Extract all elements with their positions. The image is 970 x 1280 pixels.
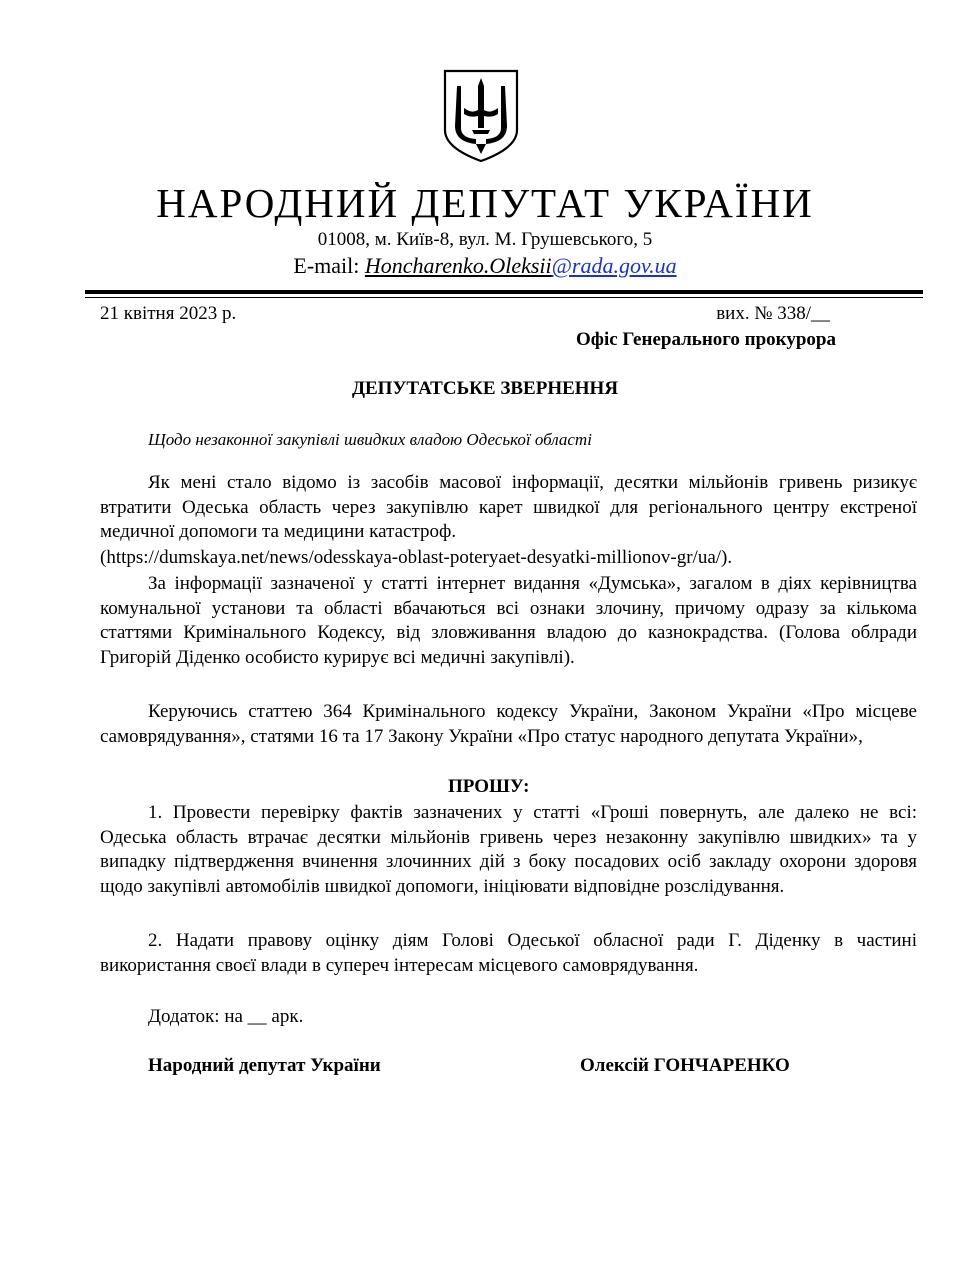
request-heading: ПРОШУ: [448, 776, 530, 797]
paragraph-1: Як мені стало відомо із засобів масової інформації, десятки мільйонів гривень ризикує втратити Одеська область через закупівлю карет швидкої для регіонального центру екстреної медичної допомоги та медицини катастроф. [100, 472, 917, 543]
signature-position: Народний депутат України [148, 1055, 381, 1076]
document-date: 21 квітня 2023 р. [100, 303, 237, 324]
subject-line: Щодо незаконної закупівлі швидких владою Одеської області [148, 430, 592, 449]
request-item-1: 1. Провести перевірку фактів зазначених у статті «Гроші повернуть, але далеко не всі: Одеська область втрачає десятки мільйонів гривень через незаконну закупівлю швидких» та у випадку підтвердження вчинення злочинних дій з боку посадових осіб закладу охорони здоровя щодо закупівлі автомобілів швидкої допомоги, ініціювати відповідне розслідування. [100, 802, 917, 897]
signature-name: Олексій ГОНЧАРЕНКО [580, 1055, 790, 1076]
email-user-link[interactable]: Honcharenko.Oleksii [364, 253, 552, 278]
document-title: ДЕПУТАТСЬКЕ ЗВЕРНЕННЯ [351, 378, 619, 399]
attachment-note: Додаток: на __ арк. [148, 1006, 304, 1027]
email-domain-link[interactable]: @rada.gov.ua [551, 253, 677, 278]
outgoing-number: вих. № 338/__ [716, 303, 830, 324]
page-title: НАРОДНИЙ ДЕПУТАТ УКРАЇНИ [156, 180, 814, 226]
address: 01008, м. Київ-8, вул. М. Грушевського, 5 [317, 229, 653, 250]
header-divider-thick [85, 290, 923, 294]
request-item-2: 2. Надати правову оцінку діям Голові Одеської обласної ради Г. Діденку в частині використання своєї влади в супереч інтересам місцевого самоврядування. [100, 930, 917, 976]
source-link: (https://dumskaya.net/news/odesskaya-oblast-poteryaet-desyatki-millionov-gr/ua/). [100, 547, 733, 568]
email-label: E-mail: [293, 253, 365, 278]
paragraph-3: Керуючись статтею 364 Кримінального кодексу України, Законом України «Про місцеве самоврядування», статями 16 та 17 Закону України «Про статус народного депутата України», [100, 701, 917, 747]
paragraph-2: За інформації зазначеної у статті інтернет видання «Думська», загалом в діях керівництва комунальної установи та області вбачаються всі ознаки злочину, причому одразу за кількома статтями Кримінального Кодексу, від зловживання владою до казнокрадства. (Голова облради Григорій Діденко особисто курирує всі медичні закупівлі). [100, 573, 917, 668]
header-divider-thin [85, 297, 923, 298]
tryzub-coat-of-arms-icon [442, 68, 520, 164]
email-line [0, 252, 970, 280]
recipient: Офіс Генерального прокурора [576, 329, 836, 350]
